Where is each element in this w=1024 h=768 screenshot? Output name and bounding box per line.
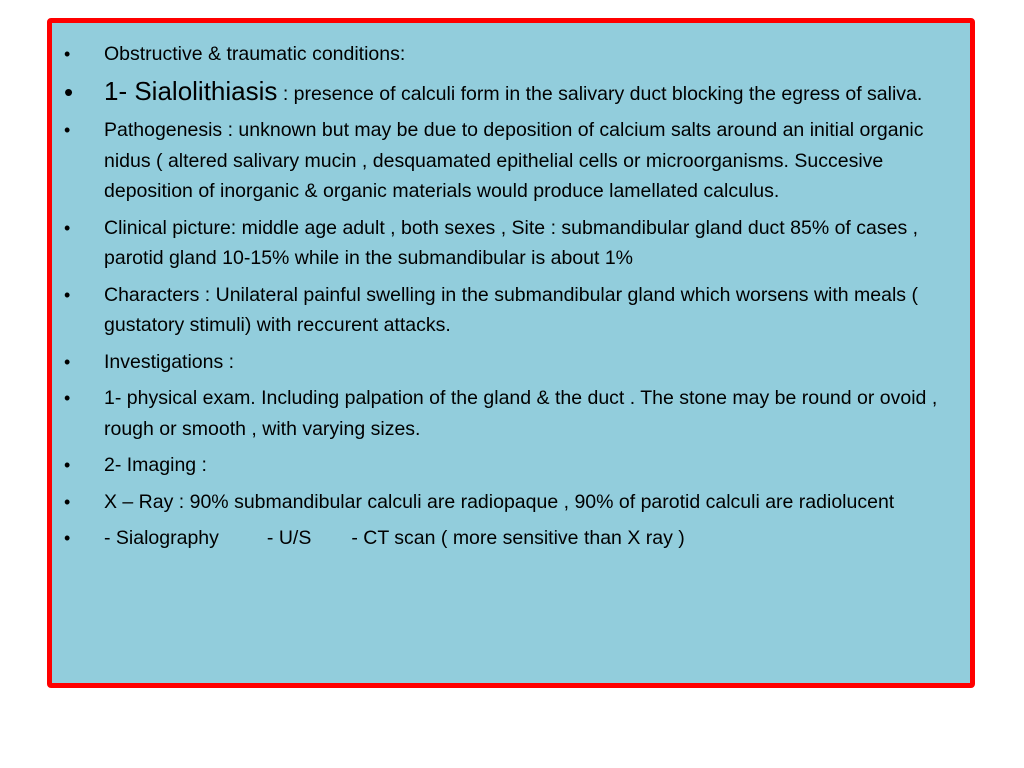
bullet-icon: •: [64, 217, 71, 238]
item-text: Clinical picture: middle age adult , both sexes , Site : submandibular gland duct 85% of cases , parotid gland 10-15% while in the submandibular is about 1%: [104, 216, 919, 269]
imaging-ct: - CT scan ( more sensitive than X ray ): [351, 527, 685, 549]
bullet-icon: •: [64, 528, 71, 548]
imaging-us: - U/S: [266, 527, 312, 549]
list-item: [52, 280, 950, 341]
item-text: : presence of calculi form in the salivary duct blocking the egress of saliva.: [277, 82, 923, 105]
bullet-icon: •: [64, 120, 71, 140]
list-item: [52, 383, 950, 444]
list-item: [52, 523, 950, 554]
bullet-icon: •: [64, 491, 71, 512]
item-text: X – Ray : 90% submandibular calculi are radiopaque , 90% of parotid calculi are radiolucent: [104, 490, 895, 513]
bullet-icon: •: [64, 388, 71, 408]
item-text: Obstructive & traumatic conditions:: [104, 43, 406, 65]
bullet-list: [52, 23, 970, 554]
list-item: [52, 450, 950, 481]
list-item: [52, 39, 950, 70]
item-text: Characters : Unilateral painful swelling in the submandibular gland which worsens with meals ( gustatory stimuli) with reccurent attacks.: [104, 283, 918, 336]
imaging-sialography: - Sialography: [104, 527, 219, 549]
list-item: [52, 347, 950, 378]
item-text: Pathogenesis : unknown but may be due to deposition of calcium salts around an initial organic nidus ( altered salivary mucin , desquamated epithelial cells or microorganisms. Succesive deposition of inorganic & organic materials would produce lamellated calculus.: [104, 119, 924, 202]
topic-heading: 1- Sialolithiasis: [104, 75, 278, 106]
list-item: [52, 213, 950, 274]
list-item: [52, 115, 950, 207]
bullet-icon: •: [64, 44, 71, 64]
bullet-icon: •: [64, 351, 71, 372]
list-item-heading: [52, 76, 950, 110]
item-text: 2- Imaging :: [104, 454, 207, 476]
bullet-icon: •: [64, 284, 71, 305]
bullet-icon: •: [64, 455, 71, 475]
content-panel: [47, 18, 975, 688]
item-text: Investigations :: [104, 350, 235, 373]
item-text: 1- physical exam. Including palpation of the gland & the duct . The stone may be round or ovoid , rough or smooth , with varying sizes.: [104, 387, 938, 440]
list-item: [52, 487, 950, 518]
bullet-icon: •: [64, 76, 74, 107]
